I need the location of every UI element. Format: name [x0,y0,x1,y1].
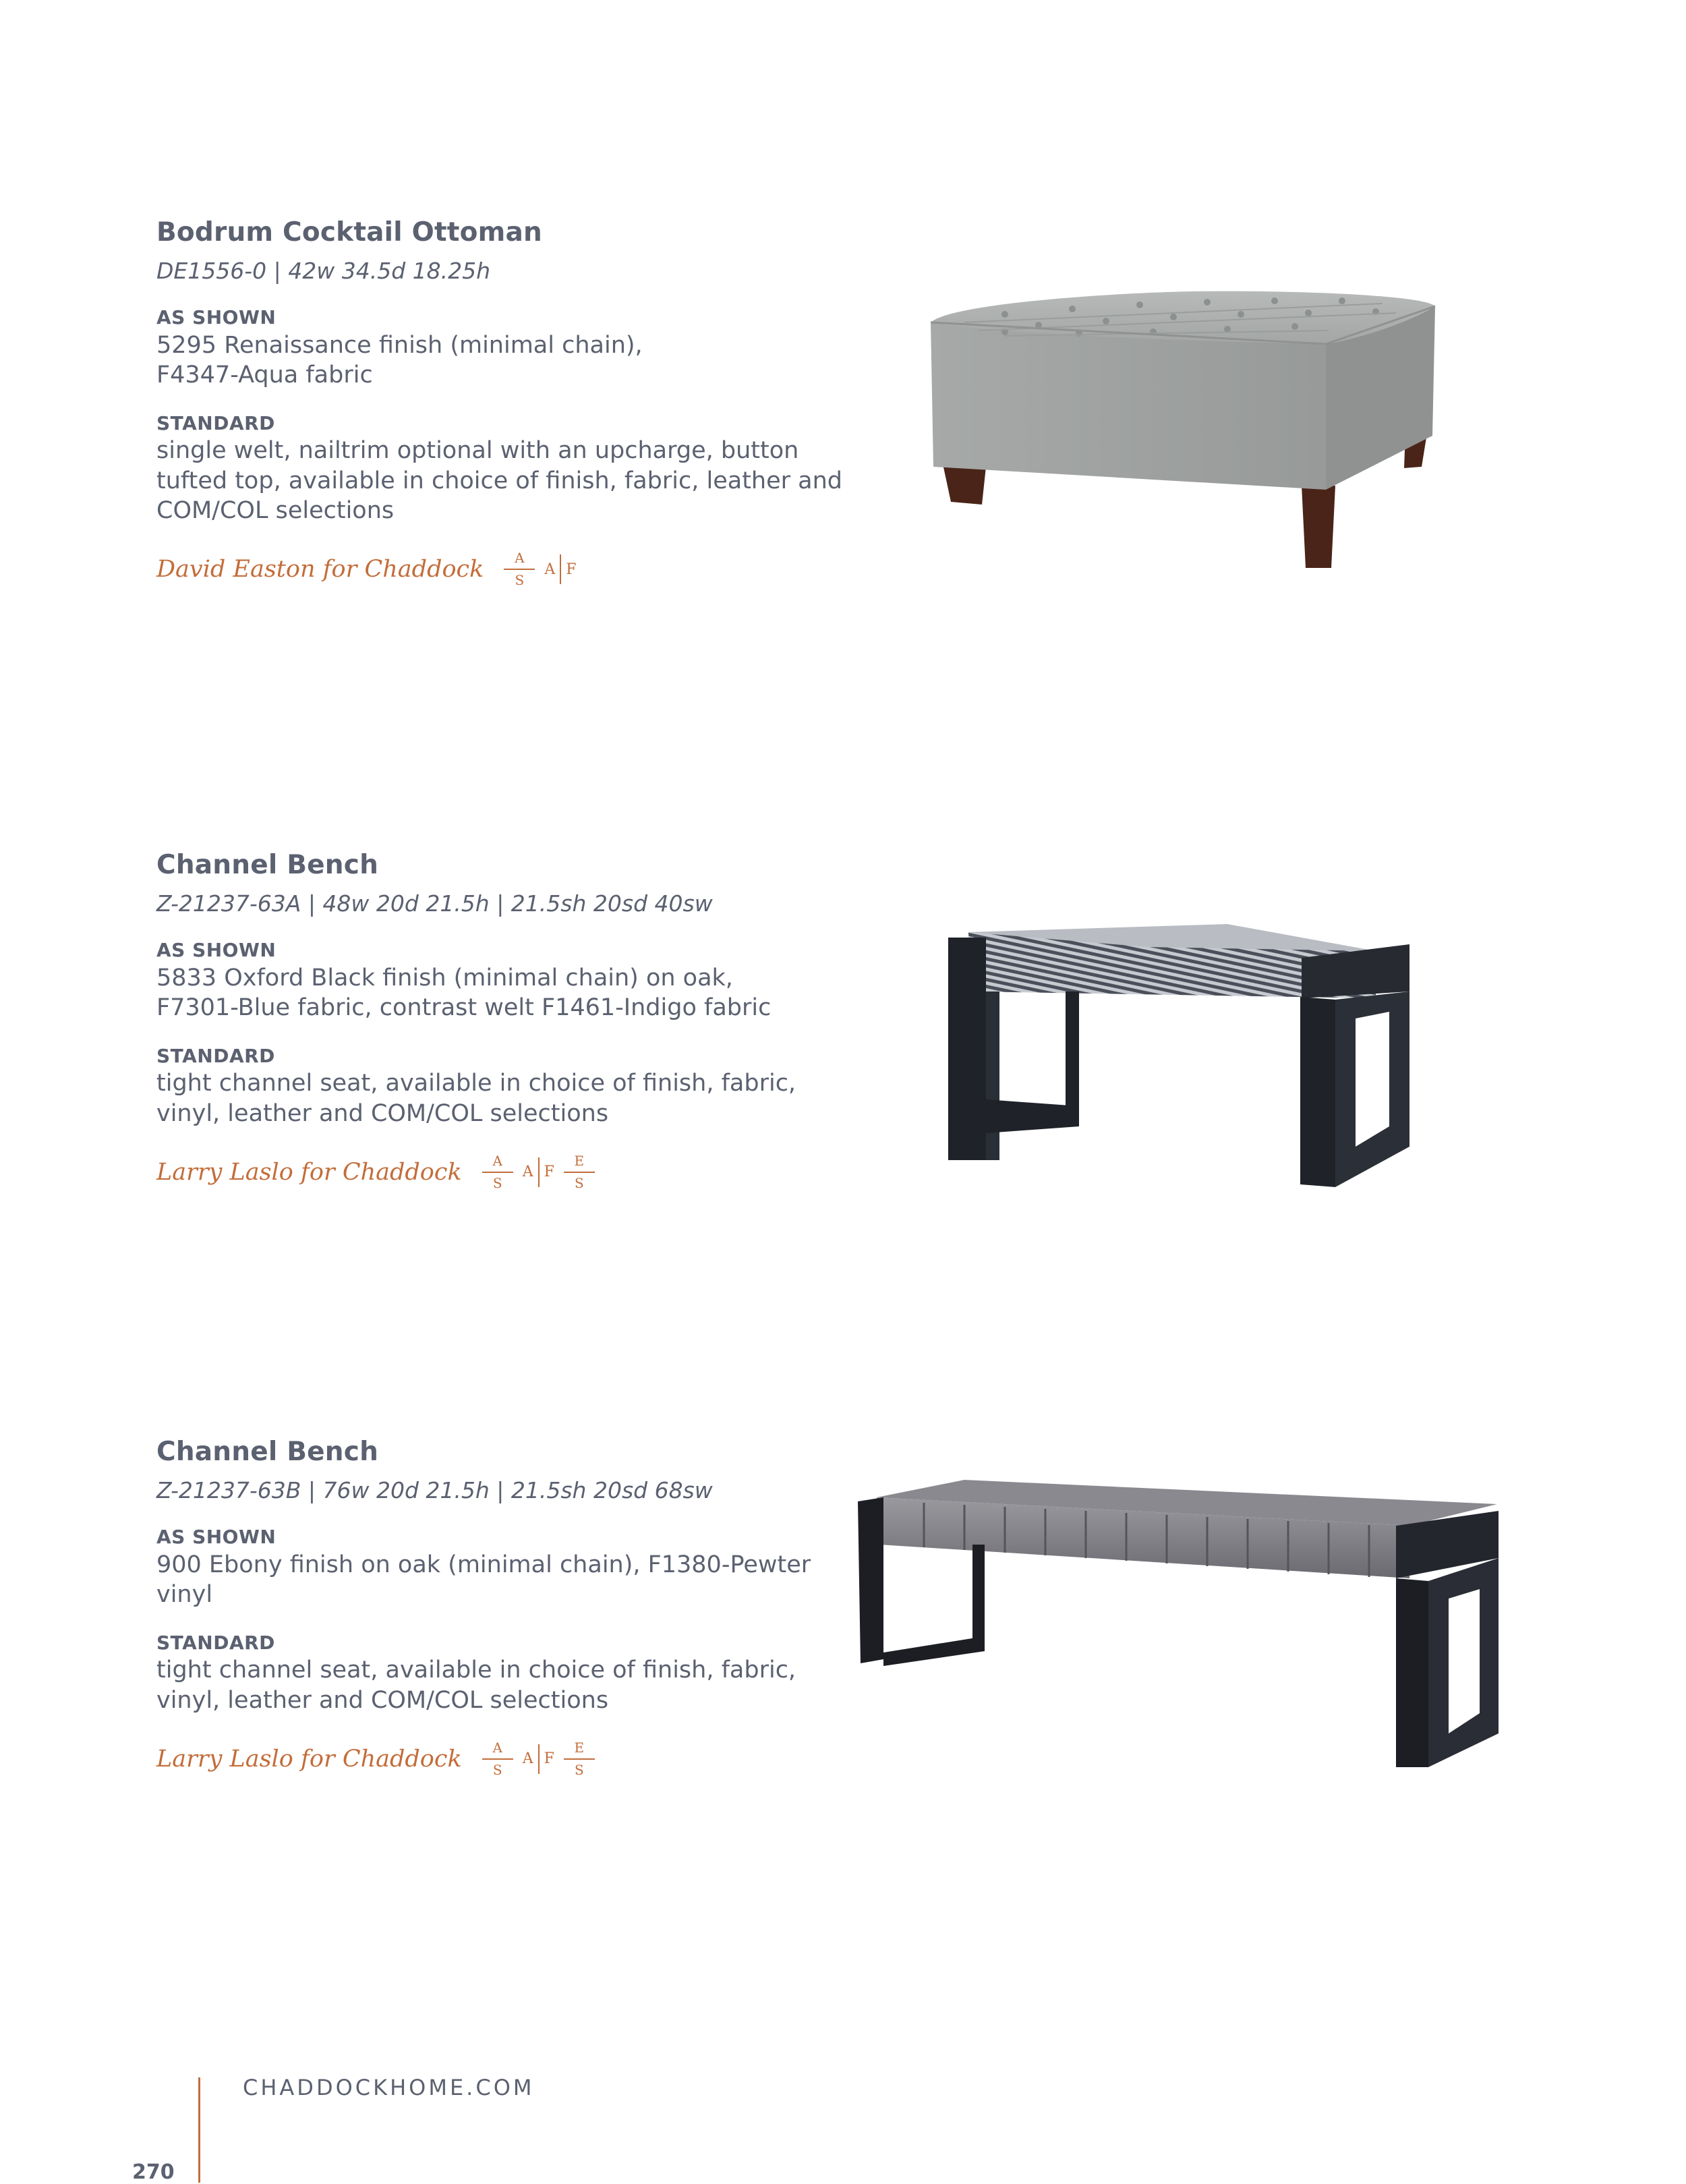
standard-label: STANDARD [156,1631,275,1654]
bench-image [944,924,1416,1194]
product-spec: DE1556-0 | 42w 34.5d 18.25h [156,257,491,284]
availability-marks [482,1740,595,1778]
bench-image [856,1477,1504,1774]
es-mark: $\frac{E}{S}$ [564,1740,595,1778]
product-spec: Z-21237-63A | 48w 20d 21.5h | 21.5sh 20sd 40sw [156,890,713,917]
page-number: 270 [132,2160,175,2184]
ottoman-image [924,290,1443,580]
as-mark: $\frac{A}{S}$ [504,550,535,588]
as-shown-label: AS SHOWN [156,1526,277,1549]
af-mark: A F [544,554,576,584]
as-mark: $\frac{A}{S}$ [482,1153,513,1191]
designer-credit: Larry Laslo for Chaddock [156,1158,462,1186]
product-block [156,1437,871,1783]
as-shown-label: AS SHOWN [156,306,277,329]
as-shown-text: 900 Ebony finish on oak (minimal chain), F1380-Pewter vinyl [156,1551,811,1609]
as-shown-label: AS SHOWN [156,939,277,962]
availability-marks [482,1153,595,1191]
standard-label: STANDARD [156,411,275,434]
footer-divider [198,2077,200,2183]
standard-text: tight channel seat, available in choice of finish, fabric, vinyl, leather and COM/COL selections [156,1070,796,1127]
product-block [156,850,871,1196]
product-spec: Z-21237-63B | 76w 20d 21.5h | 21.5sh 20sd 68sw [156,1476,713,1503]
es-mark: $\frac{E}{S}$ [564,1153,595,1191]
standard-text: single welt, nailtrim optional with an upcharge, button tufted top, available in choice of finish, fabric, leather and COM/COL selections [156,437,842,524]
product-title: Channel Bench [156,850,379,880]
af-mark: A F [523,1157,554,1187]
designer-row [156,546,871,593]
product-title: Channel Bench [156,1437,379,1467]
designer-credit: David Easton for Chaddock [156,556,484,583]
as-mark: $\frac{A}{S}$ [482,1740,513,1778]
designer-row [156,1735,871,1783]
as-shown-text: 5295 Renaissance finish (minimal chain), F4347-Aqua fabric [156,331,643,389]
website-url[interactable]: CHADDOCKHOME.COM [243,2075,535,2100]
designer-row [156,1149,871,1196]
as-shown-text: 5833 Oxford Black finish (minimal chain) on oak, F7301-Blue fabric, contrast welt F1461-Indigo fabric [156,964,772,1022]
availability-marks [504,550,576,588]
af-mark: A F [523,1744,554,1774]
standard-text: tight channel seat, available in choice of finish, fabric, vinyl, leather and COM/COL selections [156,1657,796,1714]
standard-label: STANDARD [156,1044,275,1067]
product-title: Bodrum Cocktail Ottoman [156,217,542,248]
product-block [156,217,871,593]
designer-credit: Larry Laslo for Chaddock [156,1745,462,1773]
